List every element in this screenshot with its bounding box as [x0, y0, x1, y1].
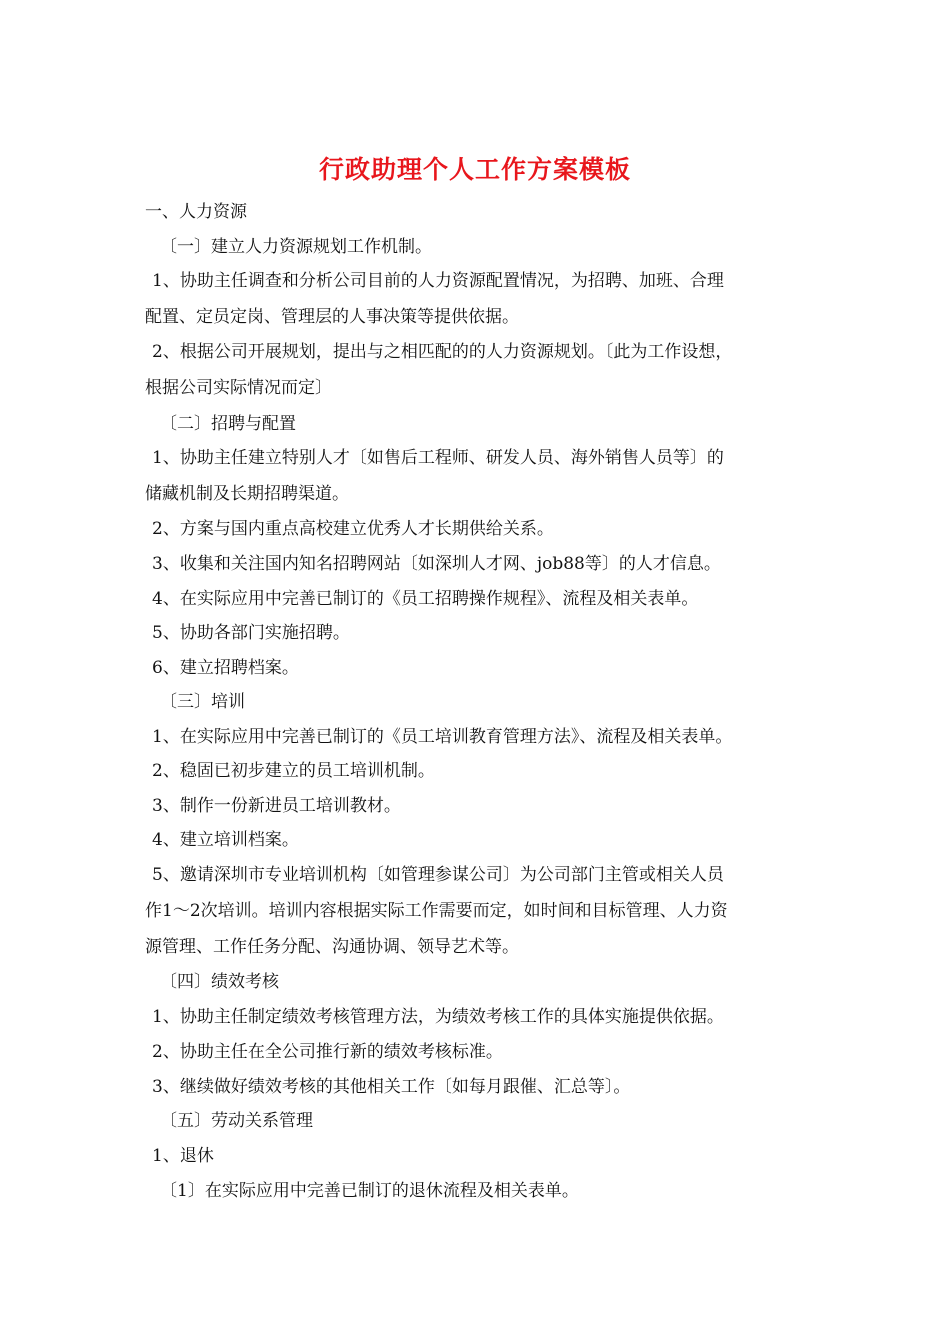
paragraph-line: 2、根据公司开展规划，提出与之相匹配的的人力资源规划。〔此为工作设想，	[152, 342, 733, 362]
paragraph-line: 2、方案与国内重点高校建立优秀人才长期供给关系。	[152, 519, 554, 539]
subsection-heading: 〔四〕绩效考核	[160, 972, 279, 992]
document-title: 行政助理个人工作方案模板	[318, 155, 631, 184]
subsection-heading: 〔五〕劳动关系管理	[160, 1111, 313, 1131]
subsection-heading: 〔一〕建立人力资源规划工作机制。	[160, 237, 432, 257]
paragraph-line: 3、收集和关注国内知名招聘网站〔如深圳人才网、job88等〕的人才信息。	[152, 554, 721, 574]
subsection-heading: 〔二〕招聘与配置	[160, 414, 296, 434]
paragraph-line: 配置、定员定岗、管理层的人事决策等提供依据。	[145, 307, 519, 327]
subsection-heading: 〔三〕培训	[160, 692, 245, 712]
paragraph-line: 2、协助主任在全公司推行新的绩效考核标准。	[152, 1042, 503, 1062]
paragraph-line: 储藏机制及长期招聘渠道。	[145, 484, 349, 504]
paragraph-line: 4、建立培训档案。	[152, 830, 299, 850]
paragraph-line: 4、在实际应用中完善已制订的《员工招聘操作规程》、流程及相关表单。	[152, 589, 699, 609]
paragraph-line: 1、协助主任制定绩效考核管理方法，为绩效考核工作的具体实施提供依据。	[152, 1007, 724, 1027]
paragraph-line: 3、继续做好绩效考核的其他相关工作〔如每月跟催、汇总等〕。	[152, 1077, 631, 1097]
paragraph-line: 2、稳固已初步建立的员工培训机制。	[152, 761, 435, 781]
paragraph-line: 1、协助主任调查和分析公司目前的人力资源配置情况，为招聘、加班、合理	[152, 271, 724, 291]
paragraph-line: 〔1〕在实际应用中完善已制订的退休流程及相关表单。	[160, 1181, 579, 1201]
paragraph-line: 作1～2次培训。培训内容根据实际工作需要而定，如时间和目标管理、人力资	[145, 901, 728, 921]
paragraph-line: 3、制作一份新进员工培训教材。	[152, 796, 401, 816]
section-heading: 一、人力资源	[145, 202, 247, 222]
paragraph-line: 1、协助主任建立特别人才〔如售后工程师、研发人员、海外销售人员等〕的	[152, 448, 724, 468]
paragraph-line: 5、邀请深圳市专业培训机构〔如管理参谋公司〕为公司部门主管或相关人员	[152, 865, 724, 885]
paragraph-line: 5、协助各部门实施招聘。	[152, 623, 350, 643]
paragraph-line: 根据公司实际情况而定〕	[145, 378, 332, 398]
paragraph-line: 1、退休	[152, 1146, 214, 1166]
paragraph-line: 6、建立招聘档案。	[152, 658, 299, 678]
paragraph-line: 源管理、工作任务分配、沟通协调、领导艺术等。	[145, 937, 519, 957]
paragraph-line: 1、在实际应用中完善已制订的《员工培训教育管理方法》、流程及相关表单。	[152, 727, 733, 747]
